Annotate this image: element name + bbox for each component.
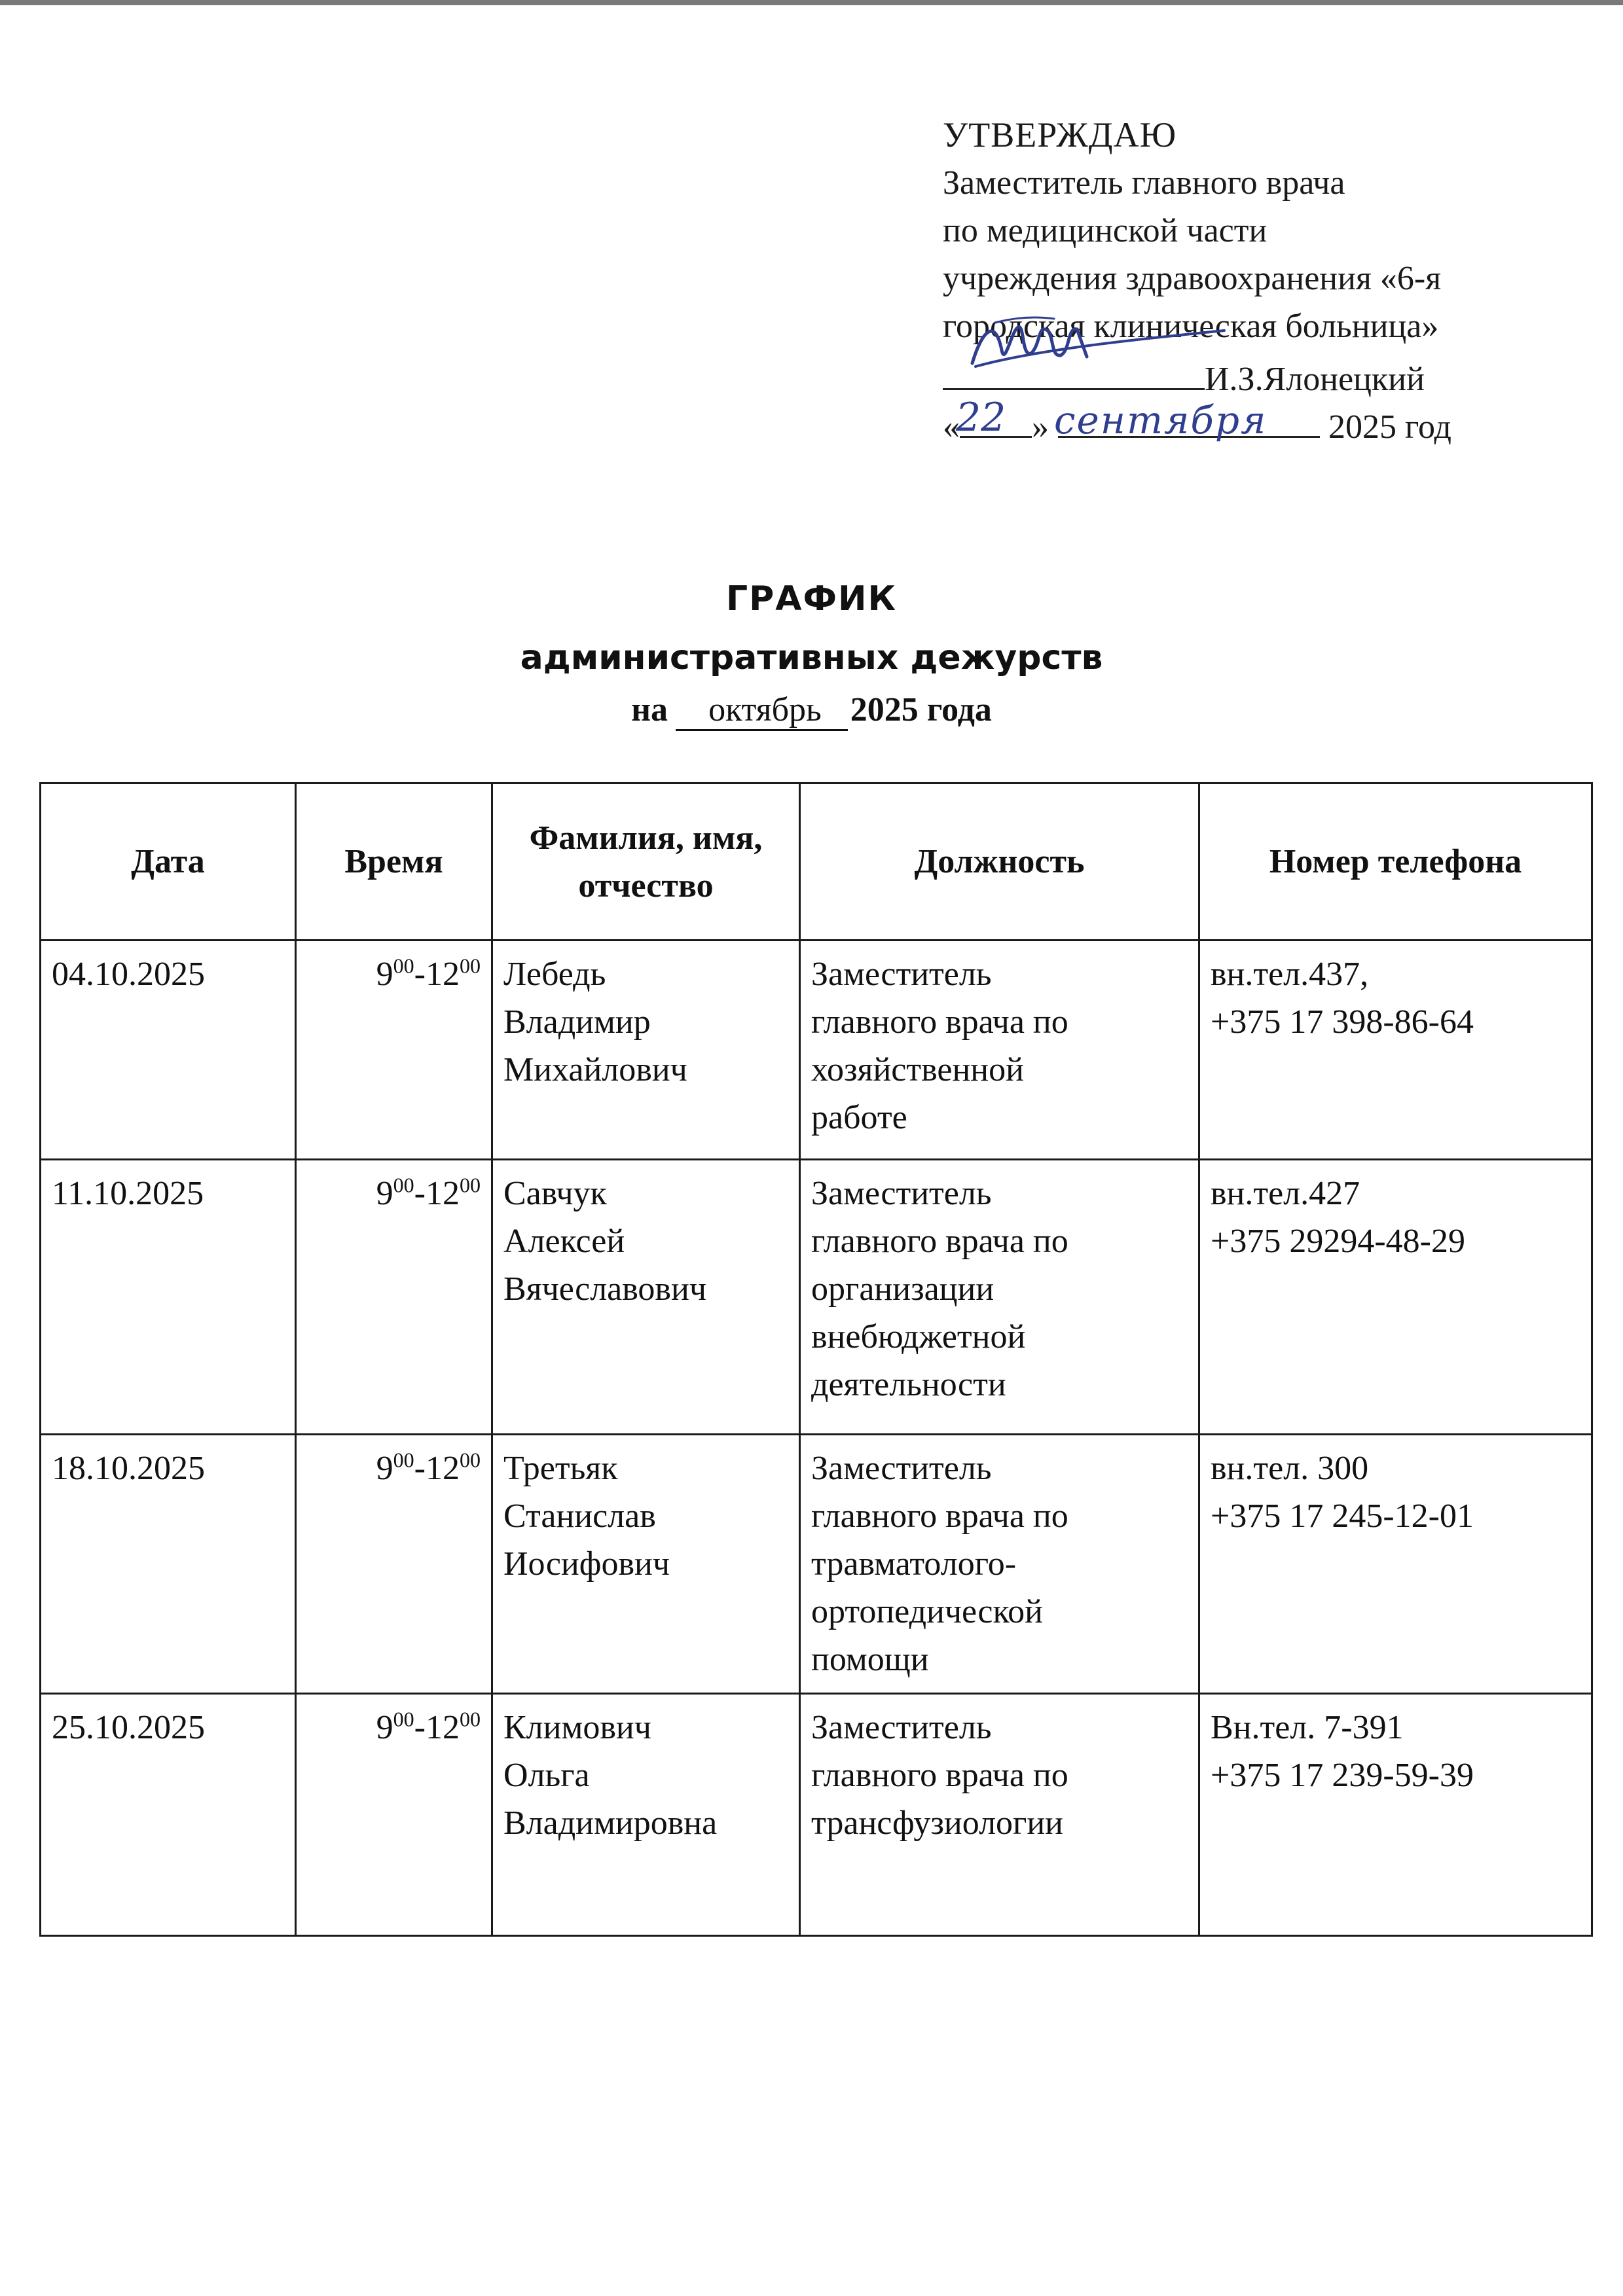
document-title: ГРАФИК (725, 579, 898, 619)
header-time: Время (296, 783, 492, 941)
header-phone: Номер телефона (1199, 783, 1592, 941)
period-month: октябрь (676, 691, 848, 731)
cell-time: $9^{00}-12^{00}$ (296, 1435, 492, 1694)
cell-date: 25.10.2025 (41, 1694, 296, 1936)
cell-phone: вн.тел.437, +375 17 398-86-64 (1199, 941, 1592, 1160)
header-name: Фамилия, имя, отчество (492, 783, 800, 941)
cell-time: $9^{00}-12^{00}$ (296, 941, 492, 1160)
cell-position: Заместитель главного врача по организации внебюджетной деятельности (800, 1160, 1199, 1435)
scan-edge (0, 0, 1623, 5)
approval-title: УТВЕРЖДАЮ (943, 115, 1177, 154)
cell-name: Климович Ольга Владимировна (492, 1694, 800, 1936)
table-row (41, 941, 1592, 1160)
table-row (41, 1694, 1592, 1936)
signatory-name: И.З.Ялонецкий (1205, 361, 1425, 398)
cell-date: 04.10.2025 (41, 941, 296, 1160)
cell-position: Заместитель главного врача по трансфузиологии (800, 1694, 1199, 1936)
cell-name: Третьяк Станислав Иосифович (492, 1435, 800, 1694)
cell-time: $9^{00}-12^{00}$ (296, 1160, 492, 1435)
handwritten-signature (956, 304, 1231, 376)
document-period (0, 691, 1623, 731)
cell-name: Савчук Алексей Вячеславович (492, 1160, 800, 1435)
header-date: Дата (41, 783, 296, 941)
cell-position: Заместитель главного врача по травматолого- ортопедической помощи (800, 1435, 1199, 1694)
handwritten-day: 22 (956, 395, 1006, 440)
approval-date (943, 395, 1451, 451)
header-position: Должность (800, 783, 1199, 941)
date-close-quote: » (1032, 408, 1049, 446)
approval-block (943, 111, 1451, 451)
period-suffix: 2025 года (850, 691, 992, 728)
cell-phone: вн.тел. 300 +375 17 245-12-01 (1199, 1435, 1592, 1694)
approval-line: Заместитель главного врача (943, 164, 1345, 202)
table-row (41, 1160, 1592, 1435)
date-open-quote: « (943, 408, 960, 446)
date-year: 2025 год (1328, 408, 1451, 446)
signature-line (943, 388, 1205, 390)
document-subtitle: административных дежурств (520, 638, 1103, 677)
approval-line: учреждения здравоохранения «6-я (943, 260, 1442, 297)
cell-position: Заместитель главного врача по хозяйственной работе (800, 941, 1199, 1160)
approval-line: по медицинской части (943, 212, 1267, 249)
cell-date: 11.10.2025 (41, 1160, 296, 1435)
period-prefix: на (631, 691, 668, 728)
duty-schedule-table (39, 782, 1593, 1937)
cell-date: 18.10.2025 (41, 1435, 296, 1694)
approval-line: городская клиническая больница» (943, 308, 1439, 345)
cell-phone: Вн.тел. 7-391 +375 17 239-59-39 (1199, 1694, 1592, 1936)
handwritten-month: сентября (1054, 398, 1267, 442)
cell-name: Лебедь Владимир Михайлович (492, 941, 800, 1160)
cell-time: $9^{00}-12^{00}$ (296, 1694, 492, 1936)
cell-phone: вн.тел.427 +375 29294-48-29 (1199, 1160, 1592, 1435)
table-row (41, 1435, 1592, 1694)
table-header-row (41, 783, 1592, 941)
